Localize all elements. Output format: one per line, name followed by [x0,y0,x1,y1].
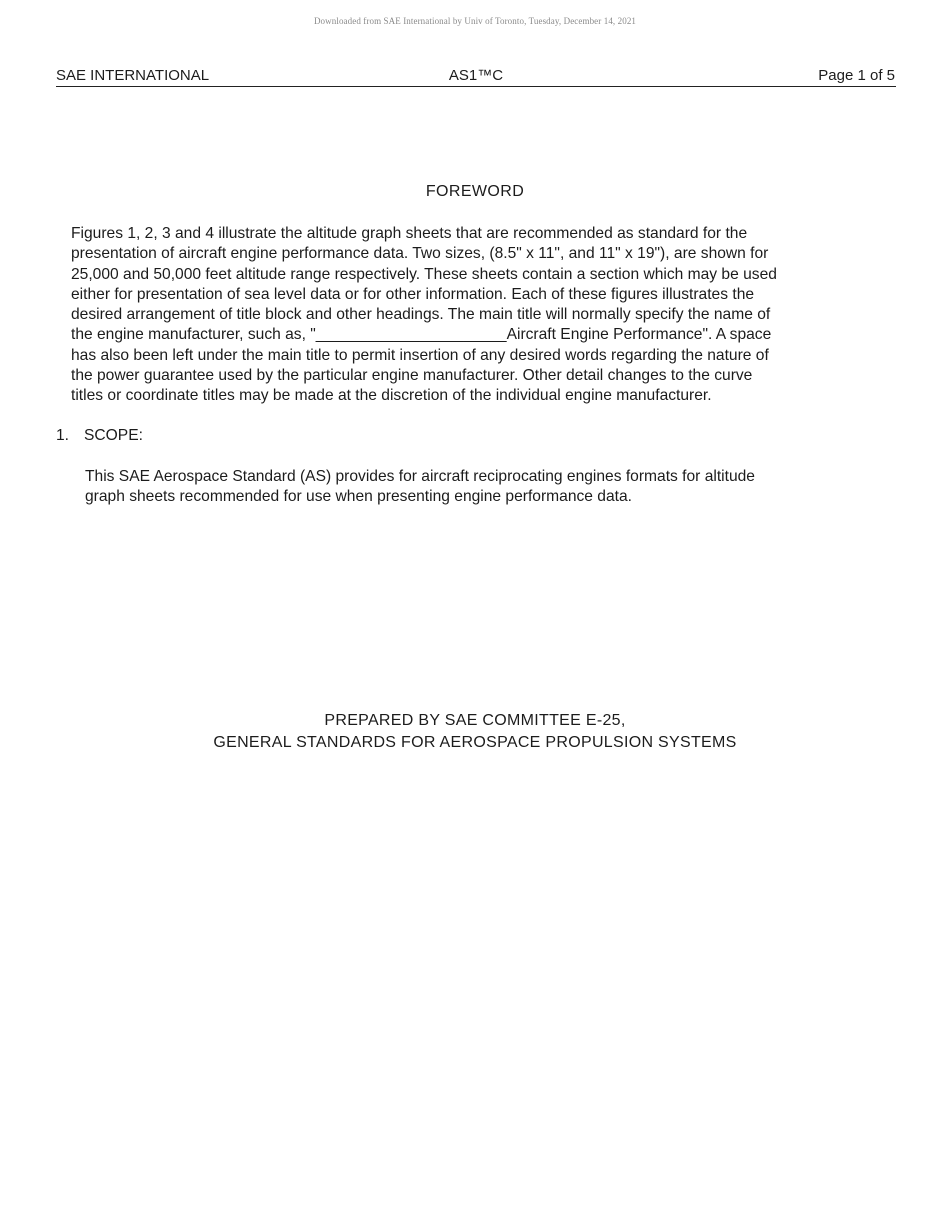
foreword-line: Figures 1, 2, 3 and 4 illustrate the altitude graph sheets that are recommended as standard for the [71,225,748,242]
foreword-line: 25,000 and 50,000 feet altitude range respectively. These sheets contain a section which may be used [71,265,777,283]
download-watermark-note: Downloaded from SAE International by Univ of Toronto, Tuesday, December 14, 2021 [313,16,637,26]
foreword-line: the engine manufacturer, such as, "______________________Aircraft Engine Performance". A space [71,326,772,344]
header-page-label: Page 1 of 5 [818,67,895,84]
prepared-by-committee: PREPARED BY SAE COMMITTEE E-25, [324,712,626,729]
foreword-line: either for presentation of sea level data or for other information. Each of these figures illustrates the [71,285,755,303]
prepared-by-block [0,710,950,753]
foreword-line: desired arrangement of title block and other headings. The main title will normally specify the name of [71,306,771,324]
scope-line: This SAE Aerospace Standard (AS) provides for aircraft reciprocating engines formats for altitude [85,468,755,485]
prepared-by-committee-name: GENERAL STANDARDS FOR AEROSPACE PROPULSION SYSTEMS [213,733,737,751]
section-number: 1. [56,427,70,444]
section-title: SCOPE: [84,427,143,444]
foreword-paragraph [71,224,871,407]
scope-paragraph [85,467,865,508]
foreword-line: the power guarantee used by the particular engine manufacturer. Other detail changes to the curve [71,367,753,385]
page-header [56,66,896,87]
foreword-line: titles or coordinate titles may be made at the discretion of the individual engine manufacturer. [71,387,712,405]
foreword-line: presentation of aircraft engine performance data. Two sizes, (8.5" x 11", and 11" x 19"), are shown for [71,245,769,263]
header-organization: SAE INTERNATIONAL [56,67,210,84]
scope-section-heading [56,427,143,445]
header-document-id: AS1™C [448,67,504,84]
scope-line: graph sheets recommended for use when presenting engine performance data. [85,488,632,506]
foreword-heading: FOREWORD [425,183,525,200]
foreword-line: has also been left under the main title to permit insertion of any desired words regarding the nature of [71,346,769,364]
